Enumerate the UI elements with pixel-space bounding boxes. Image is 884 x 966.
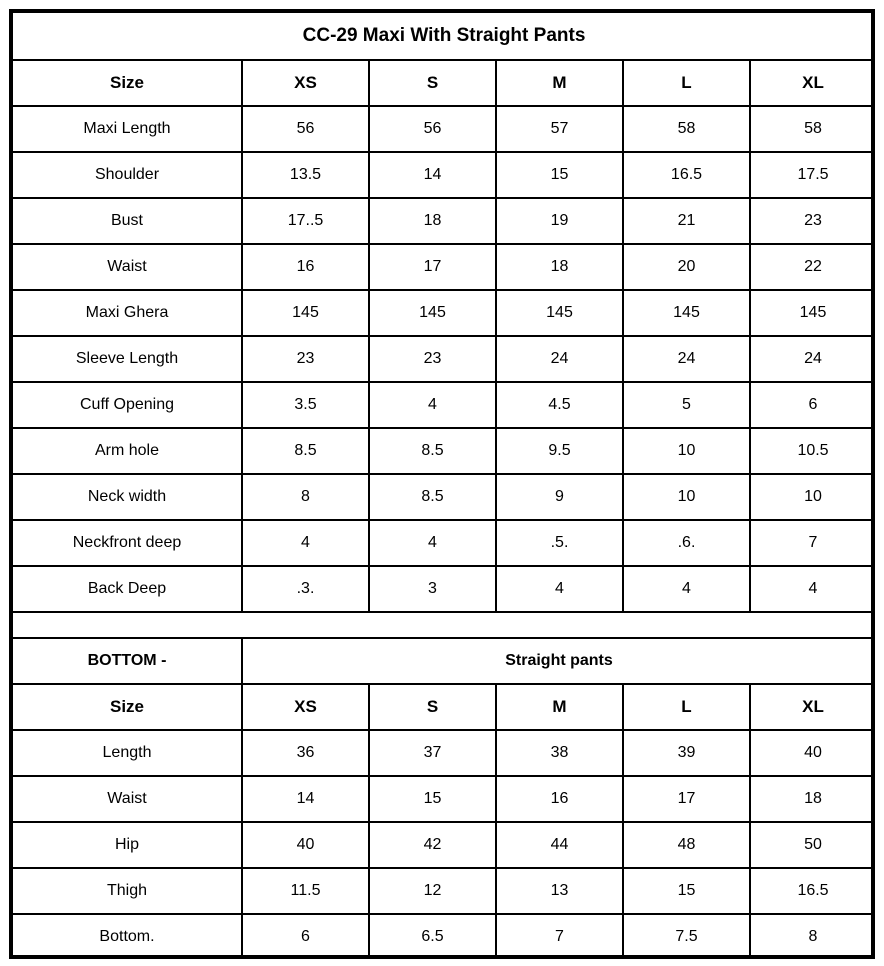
measurement-value: 21 xyxy=(623,198,750,244)
measurement-value: 22 xyxy=(750,244,875,290)
measurement-value: 16 xyxy=(242,244,369,290)
measurement-label: Sleeve Length xyxy=(13,336,242,382)
measurement-value: 8 xyxy=(750,914,875,959)
measurement-value: 8.5 xyxy=(369,428,496,474)
measurement-label: Waist xyxy=(13,776,242,822)
measurement-value: 17.5 xyxy=(750,152,875,198)
size-header-cell: Size xyxy=(13,60,242,106)
measurement-value: 4 xyxy=(369,382,496,428)
measurement-value: 14 xyxy=(369,152,496,198)
measurement-value: 24 xyxy=(623,336,750,382)
measurement-value: 17..5 xyxy=(242,198,369,244)
measurement-value: 37 xyxy=(369,730,496,776)
measurement-value: 9 xyxy=(496,474,623,520)
measurement-value: .6. xyxy=(623,520,750,566)
measurement-value: 8.5 xyxy=(369,474,496,520)
measurement-value: 7 xyxy=(750,520,875,566)
measurement-label: Hip xyxy=(13,822,242,868)
measurement-value: 58 xyxy=(750,106,875,152)
table-row xyxy=(13,336,875,382)
measurement-value: 23 xyxy=(750,198,875,244)
measurement-value: 19 xyxy=(496,198,623,244)
measurement-value: 17 xyxy=(369,244,496,290)
measurement-value: 24 xyxy=(496,336,623,382)
measurement-value: 145 xyxy=(623,290,750,336)
table-row xyxy=(13,822,875,868)
measurement-value: 14 xyxy=(242,776,369,822)
measurement-value: 17 xyxy=(623,776,750,822)
measurement-label: Neck width xyxy=(13,474,242,520)
measurement-value: 36 xyxy=(242,730,369,776)
table-row xyxy=(13,106,875,152)
size-m-header: M xyxy=(496,684,623,730)
measurement-value: 39 xyxy=(623,730,750,776)
measurement-value: 7 xyxy=(496,914,623,959)
measurement-value: .3. xyxy=(242,566,369,612)
measurement-label: Cuff Opening xyxy=(13,382,242,428)
table-row xyxy=(13,428,875,474)
size-xl-header: XL xyxy=(750,684,875,730)
measurement-value: 10 xyxy=(623,474,750,520)
table-row xyxy=(13,198,875,244)
measurement-value: 18 xyxy=(369,198,496,244)
size-s-header: S xyxy=(369,60,496,106)
measurement-value: 4 xyxy=(750,566,875,612)
table-row xyxy=(13,382,875,428)
measurement-value: 16.5 xyxy=(750,868,875,914)
measurement-value: 44 xyxy=(496,822,623,868)
table-row xyxy=(13,290,875,336)
bottom-section-title: Straight pants xyxy=(242,638,875,684)
measurement-value: 11.5 xyxy=(242,868,369,914)
size-l-header: L xyxy=(623,60,750,106)
measurement-value: 16.5 xyxy=(623,152,750,198)
measurement-value: 15 xyxy=(623,868,750,914)
measurement-label: Bust xyxy=(13,198,242,244)
table-row xyxy=(13,776,875,822)
bottom-header-row xyxy=(13,684,875,730)
size-m-header: M xyxy=(496,60,623,106)
top-header-row xyxy=(13,60,875,106)
measurement-value: 5 xyxy=(623,382,750,428)
measurement-value: 57 xyxy=(496,106,623,152)
measurement-value: 145 xyxy=(242,290,369,336)
measurement-value: 8 xyxy=(242,474,369,520)
measurement-value: 38 xyxy=(496,730,623,776)
measurement-value: .5. xyxy=(496,520,623,566)
measurement-value: 4 xyxy=(623,566,750,612)
measurement-value: 56 xyxy=(242,106,369,152)
size-table xyxy=(13,13,875,959)
measurement-value: 4 xyxy=(369,520,496,566)
measurement-value: 48 xyxy=(623,822,750,868)
measurement-value: 145 xyxy=(750,290,875,336)
measurement-value: 6 xyxy=(750,382,875,428)
measurement-label: Neckfront deep xyxy=(13,520,242,566)
spacer-cell xyxy=(13,612,875,638)
section-spacer xyxy=(13,612,875,638)
measurement-value: 12 xyxy=(369,868,496,914)
measurement-value: 18 xyxy=(750,776,875,822)
measurement-value: 20 xyxy=(623,244,750,290)
measurement-value: 40 xyxy=(242,822,369,868)
top-rows xyxy=(13,106,875,612)
table-row xyxy=(13,914,875,959)
measurement-value: 6 xyxy=(242,914,369,959)
measurement-value: 15 xyxy=(496,152,623,198)
measurement-value: 42 xyxy=(369,822,496,868)
size-xs-header: XS xyxy=(242,60,369,106)
measurement-value: 13.5 xyxy=(242,152,369,198)
measurement-value: 4.5 xyxy=(496,382,623,428)
measurement-value: 3 xyxy=(369,566,496,612)
measurement-value: 9.5 xyxy=(496,428,623,474)
top-section xyxy=(13,13,875,106)
measurement-value: 7.5 xyxy=(623,914,750,959)
measurement-value: 50 xyxy=(750,822,875,868)
measurement-label: Maxi Length xyxy=(13,106,242,152)
measurement-value: 23 xyxy=(369,336,496,382)
table-row xyxy=(13,152,875,198)
measurement-value: 4 xyxy=(242,520,369,566)
size-xl-header: XL xyxy=(750,60,875,106)
measurement-label: Shoulder xyxy=(13,152,242,198)
size-header-cell: Size xyxy=(13,684,242,730)
measurement-label: Bottom. xyxy=(13,914,242,959)
measurement-value: 10.5 xyxy=(750,428,875,474)
measurement-value: 15 xyxy=(369,776,496,822)
measurement-label: Waist xyxy=(13,244,242,290)
measurement-value: 58 xyxy=(623,106,750,152)
bottom-rows xyxy=(13,730,875,959)
measurement-value: 145 xyxy=(496,290,623,336)
measurement-label: Length xyxy=(13,730,242,776)
size-chart xyxy=(9,9,875,959)
measurement-value: 56 xyxy=(369,106,496,152)
measurement-value: 40 xyxy=(750,730,875,776)
measurement-value: 3.5 xyxy=(242,382,369,428)
measurement-value: 18 xyxy=(496,244,623,290)
measurement-value: 16 xyxy=(496,776,623,822)
table-row xyxy=(13,730,875,776)
measurement-value: 10 xyxy=(750,474,875,520)
size-l-header: L xyxy=(623,684,750,730)
measurement-value: 145 xyxy=(369,290,496,336)
measurement-value: 8.5 xyxy=(242,428,369,474)
table-row xyxy=(13,868,875,914)
table-row xyxy=(13,474,875,520)
measurement-value: 6.5 xyxy=(369,914,496,959)
size-s-header: S xyxy=(369,684,496,730)
measurement-value: 10 xyxy=(623,428,750,474)
measurement-value: 4 xyxy=(496,566,623,612)
chart-title: CC-29 Maxi With Straight Pants xyxy=(13,13,875,60)
table-row xyxy=(13,520,875,566)
table-row xyxy=(13,244,875,290)
measurement-label: Arm hole xyxy=(13,428,242,474)
measurement-value: 23 xyxy=(242,336,369,382)
measurement-label: Maxi Ghera xyxy=(13,290,242,336)
size-xs-header: XS xyxy=(242,684,369,730)
bottom-section-label: BOTTOM - xyxy=(13,638,242,684)
measurement-value: 24 xyxy=(750,336,875,382)
measurement-label: Back Deep xyxy=(13,566,242,612)
measurement-label: Thigh xyxy=(13,868,242,914)
table-row xyxy=(13,566,875,612)
measurement-value: 13 xyxy=(496,868,623,914)
